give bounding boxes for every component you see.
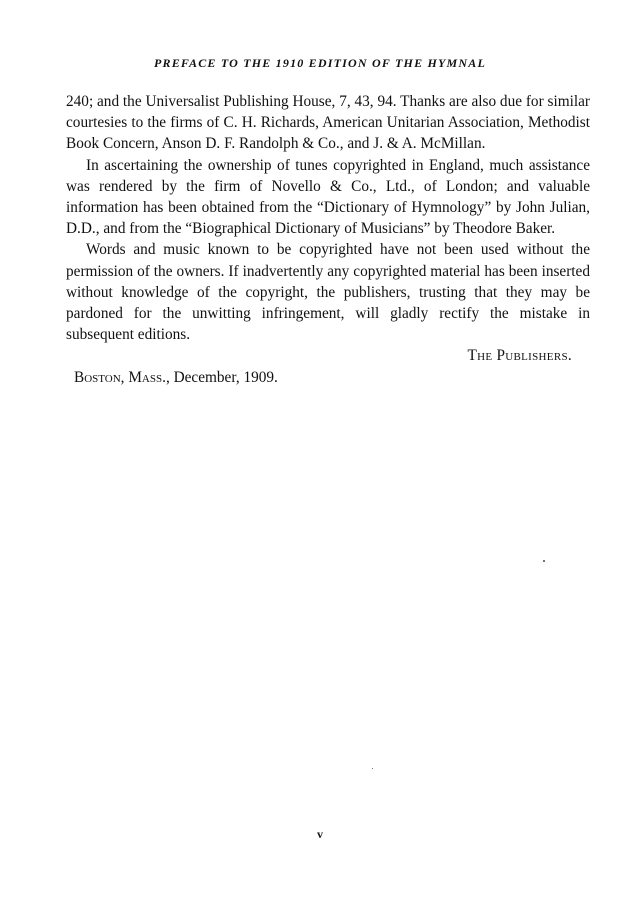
- dateline-place: Boston, Mass.: [74, 368, 166, 386]
- publisher-signature: The Publishers.: [467, 347, 572, 365]
- print-speck: [543, 560, 545, 562]
- paragraph-permissions: Words and music known to be copyrighted have not been used without the permission of the owners. If inadvertently any copyrighted material has been inserted without knowledge of the copyright, the publishers, trusting that they may be pardoned for the unwitting infringement, will gladly rectify the mistake in subsequent editions.: [66, 241, 590, 344]
- dateline-date: , December, 1909.: [165, 368, 278, 386]
- dateline: [66, 367, 590, 388]
- running-head: PREFACE TO THE 1910 EDITION OF THE HYMNAL: [153, 56, 487, 70]
- paragraph-continuation: 240; and the Universalist Publishing House, 7, 43, 94. Thanks are also due for similar courtesies to the firms of C. H. Richards, American Unitarian Association, Methodist Book Concern, Anson D. F. Randolph & Co., and J. & A. McMillan.: [66, 93, 590, 153]
- page-number: v: [317, 827, 323, 841]
- paragraph-copyright-sources: In ascertaining the ownership of tunes copyrighted in England, much assistance was rendered by the firm of Novello & Co., Ltd., of London; and valuable information has been obtained from the “Dictionary of Hymnology” by John Julian, D.D., and from the “Biographical Dictionary of Musicians” by Theodore Baker.: [66, 156, 590, 238]
- preface-body: [66, 91, 590, 388]
- print-speck: [372, 768, 373, 769]
